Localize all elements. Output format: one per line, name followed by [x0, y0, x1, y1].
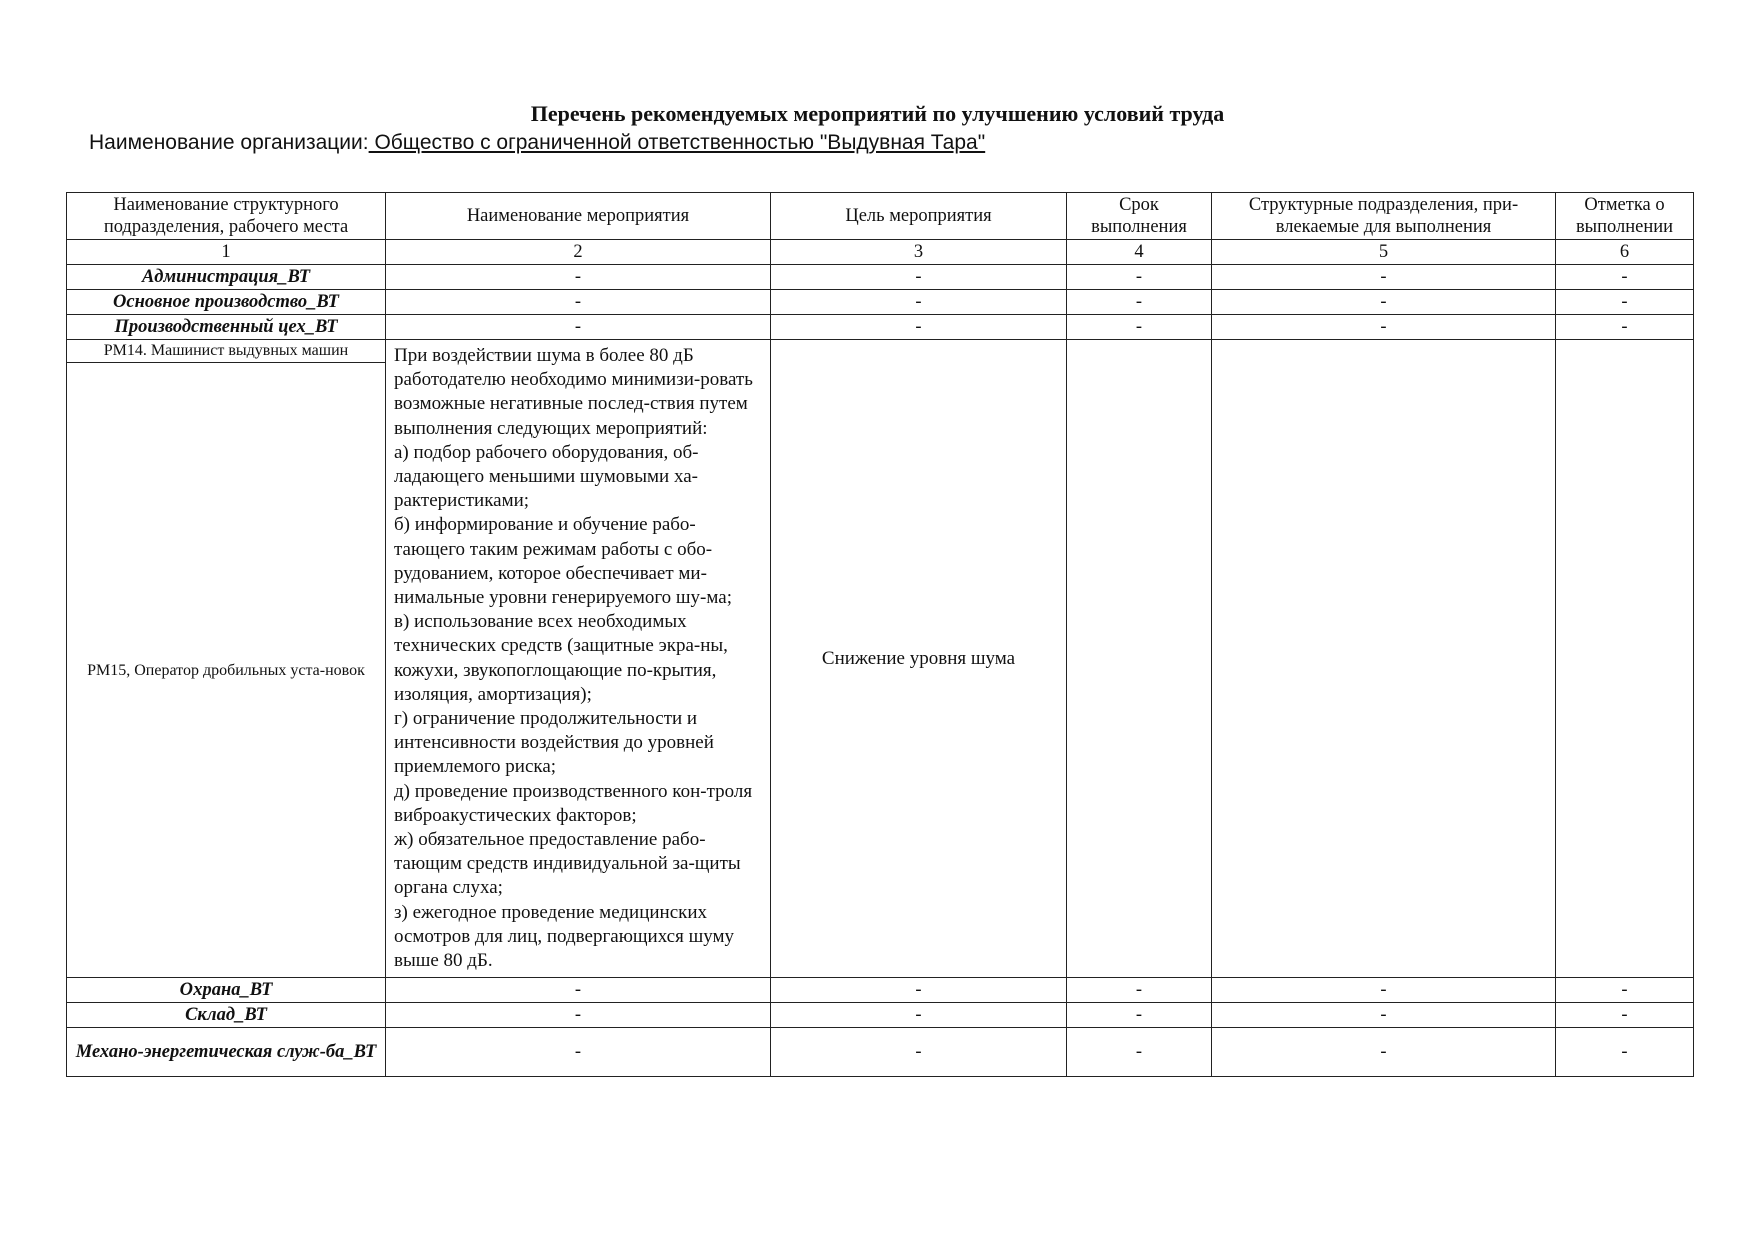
column-number: 3: [771, 240, 1067, 265]
department-row: [67, 1003, 1694, 1028]
column-number: 4: [1067, 240, 1212, 265]
table-cell: -: [771, 1003, 1067, 1028]
table-cell: -: [1212, 315, 1556, 340]
organization-name: Общество с ограниченной ответственностью "Выдувная Тара": [368, 131, 986, 154]
table-cell: -: [1556, 315, 1694, 340]
table-cell: -: [1212, 1003, 1556, 1028]
table-cell: -: [1212, 1028, 1556, 1077]
department-row: [67, 978, 1694, 1003]
table-cell: -: [771, 290, 1067, 315]
table-cell: -: [1067, 1028, 1212, 1077]
department-row: [67, 1028, 1694, 1077]
table-cell: -: [1556, 1003, 1694, 1028]
table-cell: -: [1556, 290, 1694, 315]
department-name: Охрана_ВТ: [67, 978, 386, 1003]
table-cell: -: [386, 315, 771, 340]
table-cell: -: [386, 265, 771, 290]
table-cell: -: [386, 1028, 771, 1077]
table-cell: -: [771, 978, 1067, 1003]
table-cell: -: [1067, 315, 1212, 340]
department-name: Администрация_ВТ: [67, 265, 386, 290]
header-cell: Срок выполнения: [1067, 193, 1212, 240]
department-row: [67, 315, 1694, 340]
deadline-cell: [1067, 340, 1212, 978]
column-number: 1: [67, 240, 386, 265]
table-cell: -: [771, 315, 1067, 340]
table-cell: -: [771, 1028, 1067, 1077]
table-cell: -: [1556, 1028, 1694, 1077]
document-title: Перечень рекомендуемых мероприятий по улучшению условий труда: [530, 101, 1225, 126]
table-cell: -: [1212, 265, 1556, 290]
column-number-row: [67, 240, 1694, 265]
table-cell: -: [386, 290, 771, 315]
header-cell: Наименование мероприятия: [386, 193, 771, 240]
measure-description: При воздействии шума в более 80 дБ работодателю необходимо минимизи-ровать возможные негативные послед-ствия путем выполнения следующих мероприятий: а) подбор рабочего оборудования, об-ладающего меньшими шумовыми ха-рактеристиками; б) информирование и обучение рабо-тающего таким режимам работы с обо-рудованием, которое обеспечивает ми-нимальные уровни генерируемого шу-ма; в) использование всех необходимых технических средств (защитные экра-ны, кожухи, звукопоглощающие по-крытия, изоляция, амортизация); г) ограничение продолжительности и интенсивности воздействия до уровней приемлемого риска; д) проведение производственного кон-троля виброакустических факторов; ж) обязательное предоставление рабо-тающим средств индивидуальной за-щиты органа слуха; з) ежегодное проведение медицинских осмотров для лиц, подвергающихся шуму выше 80 дБ.: [386, 340, 771, 978]
measure-goal: Снижение уровня шума: [771, 340, 1067, 978]
department-name: Склад_ВТ: [67, 1003, 386, 1028]
table-cell: -: [1067, 290, 1212, 315]
table-cell: -: [1556, 978, 1694, 1003]
workplace-name: РМ14. Машинист выдувных машин: [67, 340, 386, 363]
header-cell: Структурные подразделения, при-влекаемые для выполнения: [1212, 193, 1556, 240]
table-cell: -: [1067, 265, 1212, 290]
department-row: [67, 290, 1694, 315]
department-name: Основное производство_ВТ: [67, 290, 386, 315]
table-cell: -: [386, 1003, 771, 1028]
column-number: 2: [386, 240, 771, 265]
header-cell: Цель мероприятия: [771, 193, 1067, 240]
department-row: [67, 265, 1694, 290]
table-header-row: [67, 193, 1694, 240]
table-cell: -: [1067, 978, 1212, 1003]
table-cell: -: [1067, 1003, 1212, 1028]
completion-mark-cell: [1556, 340, 1694, 978]
workplace-name: РМ15, Оператор дробильных уста-новок: [67, 363, 386, 978]
organization-label: Наименование организации:: [89, 131, 369, 154]
column-number: 6: [1556, 240, 1694, 265]
column-number: 5: [1212, 240, 1556, 265]
table-cell: -: [1212, 978, 1556, 1003]
table-cell: -: [386, 978, 771, 1003]
department-name: Механо-энергетическая служ-ба_ВТ: [67, 1028, 386, 1077]
organization-line: [89, 131, 985, 155]
table-cell: -: [771, 265, 1067, 290]
measures-table: [66, 192, 1694, 1077]
divisions-cell: [1212, 340, 1556, 978]
header-cell: Наименование структурного подразделения, рабочего места: [67, 193, 386, 240]
department-name: Производственный цех_ВТ: [67, 315, 386, 340]
header-cell: Отметка о выполнении: [1556, 193, 1694, 240]
workplace-row: [67, 340, 1694, 363]
table-cell: -: [1212, 290, 1556, 315]
table-cell: -: [1556, 265, 1694, 290]
